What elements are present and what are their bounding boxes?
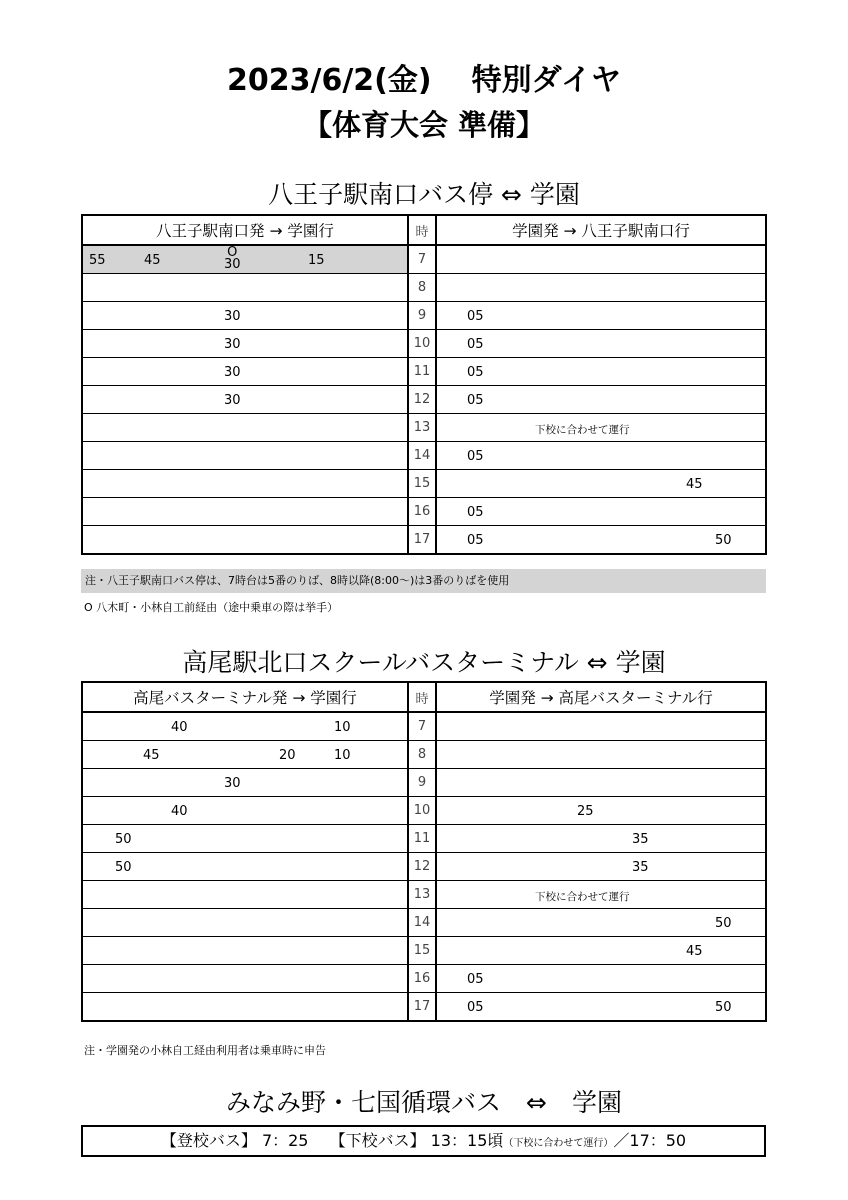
note-kobayashi-route: 注・学園発の小林自工経由利用者は乗車時に申告: [84, 1044, 326, 1057]
table-row: [82, 825, 766, 853]
departure-cell: [82, 937, 408, 965]
hour-cell: 14: [408, 442, 436, 470]
departure-time: 30: [224, 365, 241, 380]
departure-cell: [82, 386, 408, 414]
return-time: 50: [715, 1000, 732, 1015]
hour-cell: 16: [408, 498, 436, 526]
return-cell: [436, 881, 766, 909]
return-cell: [436, 386, 766, 414]
hour-cell: 8: [408, 274, 436, 302]
column-header-outbound: 八王子駅南口発 → 学園行: [82, 215, 408, 245]
return-cell: [436, 302, 766, 330]
table-row: [82, 526, 766, 555]
return-time: 05: [467, 505, 484, 520]
hour-cell: 15: [408, 470, 436, 498]
departure-cell: [82, 470, 408, 498]
return-time: 25: [577, 804, 594, 819]
title-label: 特別ダイヤ: [471, 63, 621, 98]
table-row: [82, 937, 766, 965]
column-header-hour: 時: [408, 682, 436, 712]
departure-time: 10: [334, 720, 351, 735]
return-cell: [436, 797, 766, 825]
return-cell: [436, 769, 766, 797]
departure-cell: [82, 853, 408, 881]
return-cell: [436, 526, 766, 555]
return-time: 50: [715, 916, 732, 931]
hour-cell: 8: [408, 741, 436, 769]
return-cell: [436, 442, 766, 470]
minamino-schedule-box: [81, 1125, 766, 1157]
table-row: [82, 414, 766, 442]
table-row: [82, 442, 766, 470]
return-cell: [436, 245, 766, 274]
departure-cell: [82, 330, 408, 358]
departure-time: 55: [89, 253, 106, 268]
hour-cell: 11: [408, 825, 436, 853]
departure-time: 30: [224, 393, 241, 408]
minamino-schedule-last: ／17：50: [613, 1131, 687, 1150]
departure-cell: [82, 712, 408, 741]
hour-cell: 16: [408, 965, 436, 993]
return-note: 下校に合わせて運行: [535, 424, 630, 436]
table-row: [82, 274, 766, 302]
departure-cell: [82, 302, 408, 330]
departure-time: 50: [115, 860, 132, 875]
departure-time: 45: [144, 253, 161, 268]
page-title: [0, 55, 848, 99]
return-time: 05: [467, 393, 484, 408]
departure-time: 40: [171, 720, 188, 735]
section-heading-minamino: みなみ野・七国循環バス ⇔ 学園: [226, 1088, 622, 1117]
section-heading-takao: 高尾駅北口スクールバスターミナル ⇔ 学園: [182, 648, 666, 677]
table-row: [82, 797, 766, 825]
return-time: 05: [467, 1000, 484, 1015]
departure-cell: [82, 526, 408, 555]
return-cell: [436, 414, 766, 442]
return-cell: [436, 470, 766, 498]
departure-cell: [82, 909, 408, 937]
section-heading-hachioji: 八王子駅南口バス停 ⇔ 学園: [268, 180, 580, 209]
table-row: [82, 470, 766, 498]
departure-time-via: [224, 247, 241, 271]
column-header-outbound: 高尾バスターミナル発 → 学園行: [82, 682, 408, 712]
hour-cell: 13: [408, 881, 436, 909]
return-time: 05: [467, 337, 484, 352]
timetable-takao: [81, 681, 767, 1022]
page-subtitle: 【体育大会 準備】: [302, 108, 546, 142]
return-time: 35: [632, 832, 649, 847]
table-row: [82, 245, 766, 274]
table-row: [82, 909, 766, 937]
return-time: 05: [467, 533, 484, 548]
table-row: [82, 330, 766, 358]
via-circle-mark: O: [227, 245, 238, 260]
departure-time: 45: [143, 748, 160, 763]
departure-time: 15: [308, 253, 325, 268]
return-cell: [436, 825, 766, 853]
table-row: [82, 769, 766, 797]
hour-cell: 13: [408, 414, 436, 442]
departure-cell: [82, 769, 408, 797]
return-time: 05: [467, 449, 484, 464]
table-row: [82, 741, 766, 769]
column-header-return: 学園発 → 高尾バスターミナル行: [436, 682, 766, 712]
return-cell: [436, 498, 766, 526]
return-time: 45: [686, 477, 703, 492]
departure-time: 30: [224, 257, 241, 272]
return-time: 35: [632, 860, 649, 875]
hour-cell: 7: [408, 712, 436, 741]
table-row: [82, 965, 766, 993]
departure-cell: [82, 414, 408, 442]
return-cell: [436, 274, 766, 302]
note-boarding-platform: 注・八王子駅南口バス停は、7時台は5番のりば、8時以降(8:00～)は3番のりばを使用: [81, 569, 766, 593]
table-row: [82, 712, 766, 741]
return-cell: [436, 909, 766, 937]
departure-cell: [82, 881, 408, 909]
return-cell: [436, 937, 766, 965]
return-cell: [436, 330, 766, 358]
minamino-schedule-text: 【登校バス】 7：25 【下校バス】 13：15頃: [160, 1131, 504, 1150]
departure-cell: [82, 245, 408, 274]
column-header-hour: 時: [408, 215, 436, 245]
hour-cell: 17: [408, 993, 436, 1022]
hour-cell: 9: [408, 302, 436, 330]
hour-cell: 15: [408, 937, 436, 965]
minamino-schedule-note: （下校に合わせて運行）: [503, 1138, 614, 1149]
departure-cell: [82, 797, 408, 825]
hour-cell: 17: [408, 526, 436, 555]
return-time: 45: [686, 944, 703, 959]
hour-cell: 11: [408, 358, 436, 386]
table-row: [82, 993, 766, 1022]
departure-cell: [82, 825, 408, 853]
return-note: 下校に合わせて運行: [535, 891, 630, 903]
departure-cell: [82, 358, 408, 386]
return-cell: [436, 993, 766, 1022]
table-row: [82, 358, 766, 386]
departure-cell: [82, 741, 408, 769]
table-row: [82, 498, 766, 526]
column-header-return: 学園発 → 八王子駅南口行: [436, 215, 766, 245]
departure-time: 40: [171, 804, 188, 819]
departure-cell: [82, 442, 408, 470]
return-time: 05: [467, 972, 484, 987]
return-cell: [436, 712, 766, 741]
departure-cell: [82, 274, 408, 302]
return-time: 50: [715, 533, 732, 548]
return-time: 05: [467, 309, 484, 324]
departure-time: 30: [224, 309, 241, 324]
timetable-hachioji: [81, 214, 767, 555]
title-date: 2023/6/2(金): [227, 63, 432, 98]
return-cell: [436, 358, 766, 386]
hour-cell: 10: [408, 330, 436, 358]
hour-cell: 7: [408, 245, 436, 274]
departure-cell: [82, 498, 408, 526]
hour-cell: 9: [408, 769, 436, 797]
table-row: [82, 302, 766, 330]
departure-cell: [82, 993, 408, 1022]
hour-cell: 12: [408, 853, 436, 881]
hour-cell: 10: [408, 797, 436, 825]
table-row: [82, 386, 766, 414]
departure-cell: [82, 965, 408, 993]
hour-cell: 12: [408, 386, 436, 414]
return-time: 05: [467, 365, 484, 380]
return-cell: [436, 853, 766, 881]
return-cell: [436, 741, 766, 769]
departure-time: 10: [334, 748, 351, 763]
departure-time: 50: [115, 832, 132, 847]
return-cell: [436, 965, 766, 993]
table-row: [82, 881, 766, 909]
table-row: [82, 853, 766, 881]
hour-cell: 14: [408, 909, 436, 937]
note-via-route: O 八木町・小林自工前経由（途中乗車の際は挙手）: [84, 601, 339, 614]
departure-time: 30: [224, 337, 241, 352]
departure-time: 20: [279, 748, 296, 763]
departure-time: 30: [224, 776, 241, 791]
